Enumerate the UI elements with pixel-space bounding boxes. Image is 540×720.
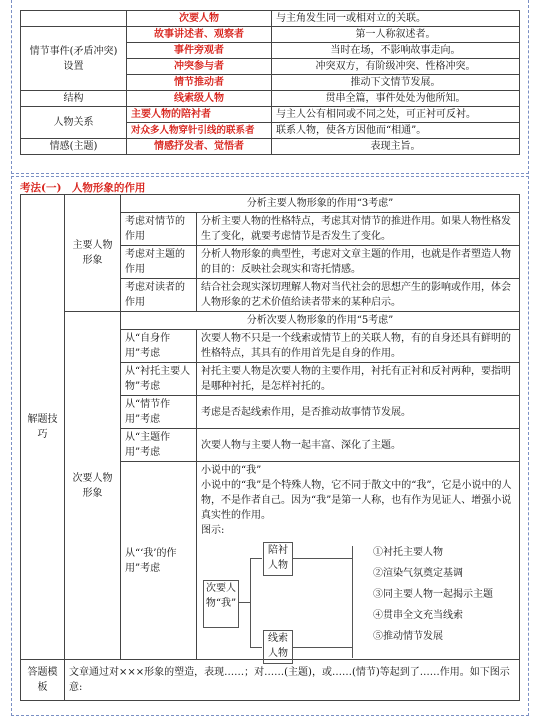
skill-label: 解题技巧 — [21, 195, 65, 660]
blank-cell — [21, 11, 127, 27]
consider-key: 考虑对主题的作用 — [121, 246, 197, 279]
role-cell: 事件旁观者 — [127, 43, 272, 59]
role-cell: 情感抒发者、觉悟者 — [127, 139, 272, 155]
group-relation: 人物关系 — [21, 107, 127, 139]
consider-key: 从“情节作用”考虑 — [121, 396, 197, 429]
consider-key: 从“自身作用”考虑 — [121, 330, 197, 363]
desc-cell: 冲突双方，有阶级冲突、性格冲突。 — [272, 59, 520, 75]
main-char-label: 主要人物形象 — [65, 195, 121, 312]
consider-key: 从“主题作用”考虑 — [121, 429, 197, 462]
desc-cell: 当时在场，不影响故事走向。 — [272, 43, 520, 59]
connector — [250, 647, 262, 648]
connector — [352, 546, 353, 658]
sec-char-label: 次要人物形象 — [65, 312, 121, 660]
role-item: ①衬托主要人物 — [373, 547, 443, 558]
section-title: 考法(一) 人物形象的作用 — [20, 182, 146, 194]
fig-label: 图示: — [201, 525, 225, 536]
role-cell: 冲突参与者 — [127, 59, 272, 75]
sec-char-header: 分析次要人物形象的作用“5考虑” — [121, 312, 520, 330]
role-diagram — [201, 540, 501, 658]
consider-value: 分析人物形象的典型性，考虑对文章主题的作用，也就是作者塑造人物的目的：反映社会现实和寄托情感。 — [197, 246, 520, 279]
consider-value: 分析主要人物的性格特点，考虑其对情节的推进作用。如果人物性格发生了变化，就要考虑情节是否发生了变化。 — [197, 213, 520, 246]
role-item: ⑤推动情节发展 — [373, 631, 443, 642]
template-text: 文章通过对×××形象的塑造，表现……；对……(主题)，或……(情节)等起到了……作用。如下图示意: — [65, 660, 520, 701]
consider-value: 衬托主要人物是次要人物的主要作用，衬托有正衬和反衬两种，要指明是哪种衬托，是怎样衬托的。 — [197, 363, 520, 396]
wo-cell — [197, 462, 520, 660]
group-emotion: 情感(主题) — [21, 139, 127, 155]
consider-value: 考虑是否起线索作用，是否推动故事情节发展。 — [197, 396, 520, 429]
consider-key: 从“‘我’的作用”考虑 — [121, 462, 197, 660]
wo-title: 小说中的“我” — [201, 465, 262, 476]
role-list — [373, 542, 493, 647]
desc-cell: 第一人称叙述者。 — [272, 27, 520, 43]
desc-cell: 贯串全篇，事件处处为他所知。 — [272, 91, 520, 107]
box-clue: 线索人物 — [263, 630, 293, 664]
connector — [238, 602, 250, 603]
wo-text: 小说中的“我”是个特殊人物，它不同于散文中的“我”，它是小说中的人物，不是作者自己。因为“我”是第一人称，也有作为见证人、增强小说真实性的作用。 — [201, 480, 512, 521]
consider-value: 次要人物与主要人物一起丰富、深化了主题。 — [197, 429, 520, 462]
connector — [292, 647, 352, 648]
consider-value: 结合社会现实深切理解人物对当代社会的思想产生的影响或作用，体会人物形象的艺术价值给读者带来的某种启示。 — [197, 279, 520, 312]
group-structure: 结构 — [21, 91, 127, 107]
role-cell: 主要人物的陪衬者 — [127, 107, 272, 123]
role-cell: 线索级人物 — [127, 91, 272, 107]
consider-key: 考虑对情节的作用 — [121, 213, 197, 246]
role-cell: 对众多人物穿针引线的联系者 — [127, 123, 272, 139]
connector — [250, 558, 251, 648]
consider-key: 从“衬托主要人物”考虑 — [121, 363, 197, 396]
template-label: 答题模板 — [21, 660, 65, 701]
group-plot: 情节事件(矛盾冲突)设置 — [21, 27, 127, 91]
role-item: ②渲染气氛奠定基调 — [373, 568, 463, 579]
consider-key: 考虑对读者的作用 — [121, 279, 197, 312]
desc-cell: 联系人物，使各方因他而“相通”。 — [272, 123, 520, 139]
role-cell: 次要人物 — [127, 11, 272, 27]
desc-cell: 与主角发生同一或相对立的关联。 — [272, 11, 520, 27]
role-table — [20, 10, 520, 155]
role-item: ④贯串全文充当线索 — [373, 610, 463, 621]
desc-cell: 推动下文情节发展。 — [272, 75, 520, 91]
connector — [292, 558, 352, 559]
connector — [250, 558, 262, 559]
role-item: ③同主要人物一起揭示主题 — [373, 589, 493, 600]
box-main: 次要人物“我” — [203, 580, 239, 628]
main-char-header: 分析主要人物形象的作用“3考虑” — [121, 195, 520, 213]
consider-value: 次要人物不只是一个线索或情节上的关联人物，有的自身还具有鲜明的性格特点，其具有的作用首先是自身的作用。 — [197, 330, 520, 363]
role-cell: 情节推动者 — [127, 75, 272, 91]
skills-table — [20, 194, 520, 701]
role-cell: 故事讲述者、观察者 — [127, 27, 272, 43]
desc-cell: 表现主旨。 — [272, 139, 520, 155]
box-foil: 陪衬人物 — [263, 542, 293, 576]
desc-cell: 与主人公有相同或不同之处，可正衬可反衬。 — [272, 107, 520, 123]
